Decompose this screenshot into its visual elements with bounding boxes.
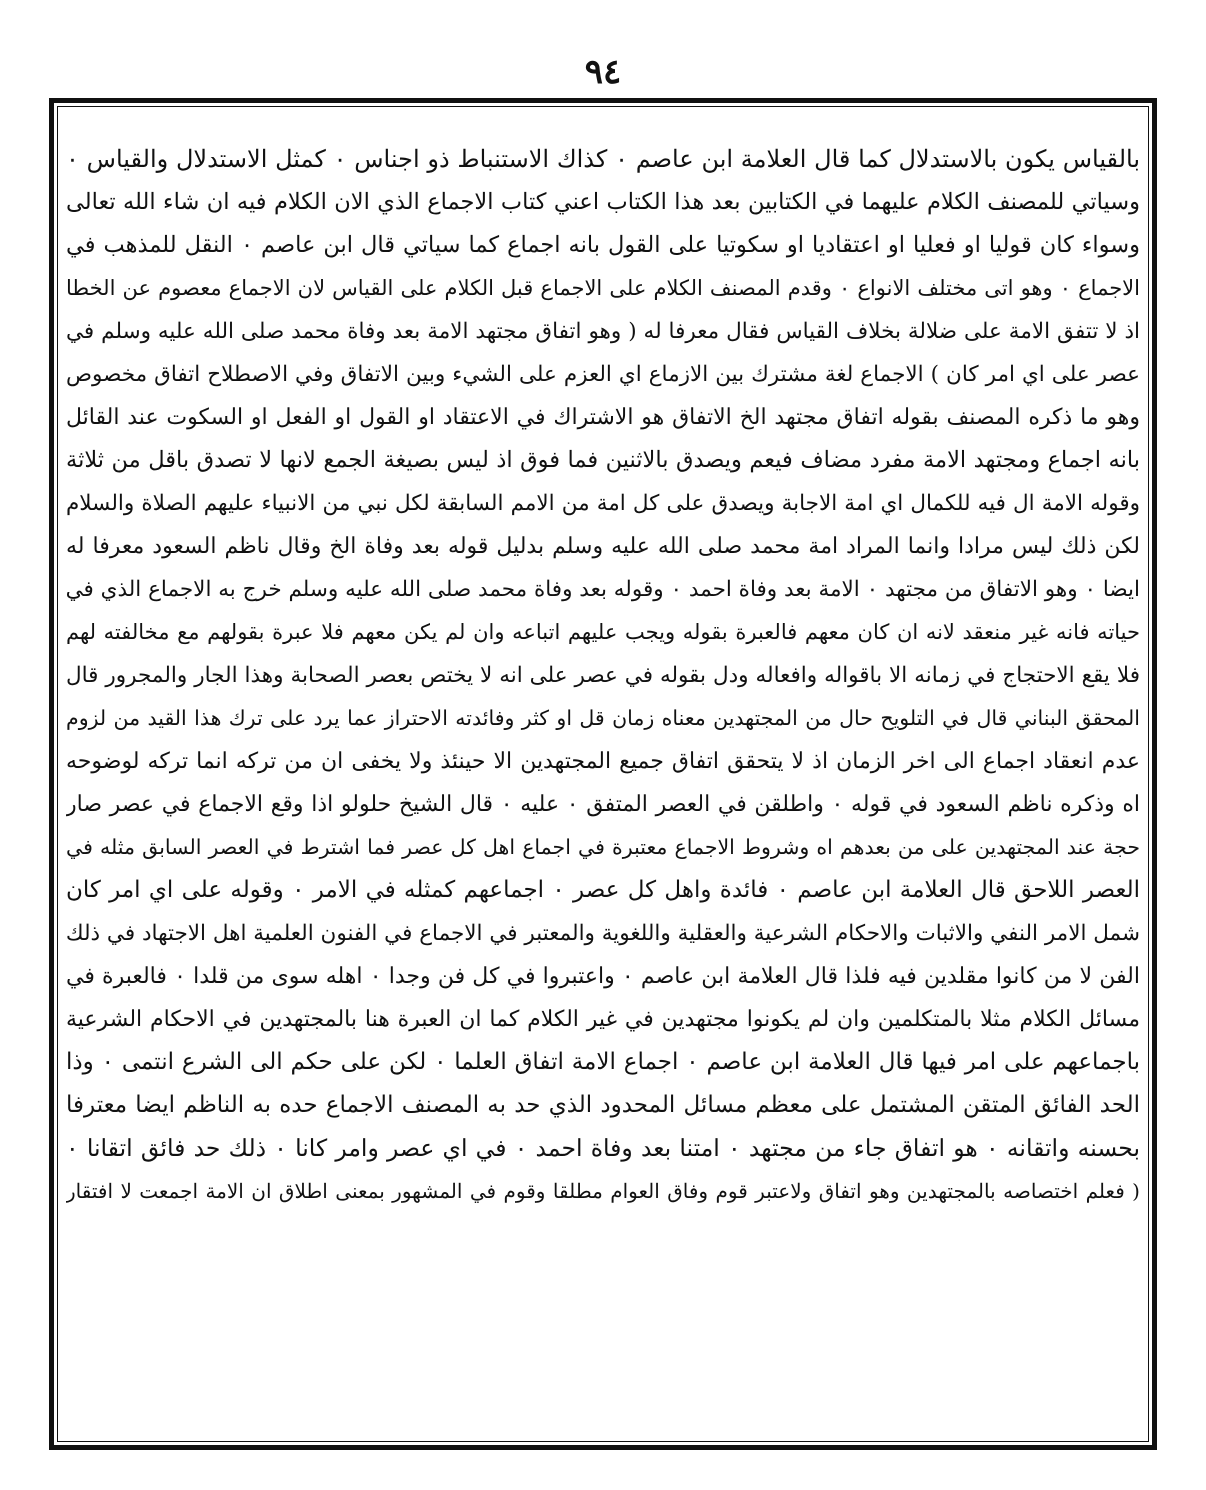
text-line: الاجماع ٠ وهو اتى مختلف الانواع ٠ وقدم المصنف الكلام على الاجماع قبل الكلام على القياس لان الاجماع معصوم عن الخطا xyxy=(66,276,1140,300)
page-number: ٩٤ xyxy=(584,52,622,92)
text-line: وهو ما ذكره المصنف بقوله اتفاق مجتهد الخ الاتفاق هو الاشتراك في الاعتقاد او القول او الفعل او السكوت عند القائل xyxy=(66,405,1140,430)
text-line: لكن ذلك ليس مرادا وانما المراد امة محمد صلى الله عليه وسلم بدليل قوله بعد وفاة الخ وقال ناظم السعود معرفا له xyxy=(66,534,1140,559)
text-line: حجة عند المجتهدين على من بعدهم اه وشروط الاجماع معتبرة في اجماع اهل كل عصر فما اشترط في العصر السابق مثله في xyxy=(66,835,1140,859)
text-line: العصر اللاحق قال العلامة ابن عاصم ٠ فائدة واهل كل عصر ٠ اجماعهم كمثله في الامر ٠ وقوله على اي امر كان xyxy=(66,877,1140,903)
text-line: اذ لا تتفق الامة على ضلالة بخلاف القياس فقال معرفا له ( وهو اتفاق مجتهد الامة بعد وفاة محمد صلى الله عليه وسلم في xyxy=(66,319,1140,344)
text-line: وسياتي للمصنف الكلام عليهما في الكتابين بعد هذا الكتاب اعني كتاب الاجماع الذي الان الكلام فيه ان شاء الله تعالى xyxy=(66,189,1140,215)
text-line: شمل الامر النفي والاثبات والاحكام الشرعية والعقلية واللغوية والمعتبر في الاجماع في الفنون العلمية اهل الاجتهاد في ذلك xyxy=(66,921,1140,946)
text-line: ايضا ٠ وهو الاتفاق من مجتهد ٠ الامة بعد وفاة احمد ٠ وقوله بعد وفاة محمد صلى الله عليه وسلم خرج به الاجماع الذي في xyxy=(66,577,1140,602)
text-line: الحد الفائق المتقن المشتمل على معظم مسائل المحدود الذي حد به المصنف الاجماع حده به الناظم ايضا معترفا xyxy=(66,1092,1140,1118)
text-line: وقوله الامة ال فيه للكمال اي امة الاجابة ويصدق على كل امة من الامم السابقة لكل نبي من الانبياء عليهم الصلاة والسلام xyxy=(66,491,1140,516)
text-line: ( فعلم اختصاصه بالمجتهدين وهو اتفاق ولاعتبر قوم وفاق العوام مطلقا وقوم في المشهور بمعنى اطلاق ان الامة اجمعت لا افتقار xyxy=(66,1179,1140,1203)
text-line: عدم انعقاد اجماع الى اخر الزمان اذ لا يتحقق اتفاق جميع المجتهدين الا حينئذ ولا يخفى ان من تركه انما تركه لوضوحه xyxy=(66,749,1140,774)
text-line: فلا يقع الاحتجاج في زمانه الا باقواله وافعاله ودل بقوله في عصر على انه لا يختص بعصر الصحابة وهذا الجار والمجرور قال xyxy=(66,663,1140,688)
text-line: اه وذكره ناظم السعود في قوله ٠ واطلقن في العصر المتفق ٠ عليه ٠ قال الشيخ حلولو اذا وقع الاجماع في عصر صار xyxy=(66,792,1140,817)
text-line: بانه اجماع ومجتهد الامة مفرد مضاف فيعم ويصدق بالاثنين فما فوق اذ ليس بصيغة الجمع لانها لا تصدق باقل من ثلاثة xyxy=(66,447,1140,473)
text-line: المحقق البناني قال في التلويح حال من المجتهدين معناه زمان قل او كثر وفائدته الاحتراز عما يرد على ترك هذا القيد من لزوم xyxy=(66,706,1140,730)
text-line: بالقياس يكون بالاستدلال كما قال العلامة ابن عاصم ٠ كذاك الاستنباط ذو اجناس ٠ كمثل الاستدلال والقياس ٠ xyxy=(66,145,1140,173)
text-line: الفن لا من كانوا مقلدين فيه فلذا قال العلامة ابن عاصم ٠ واعتبروا في كل فن وجدا ٠ اهله سوى من قلدا ٠ فالعبرة في xyxy=(66,964,1140,989)
text-line: مسائل الكلام مثلا بالمتكلمين وان لم يكونوا مجتهدين في غير الكلام كما ان العبرة هنا بالمجتهدين في الاحكام الشرعية xyxy=(66,1007,1140,1032)
text-line: باجماعهم على امر فيها قال العلامة ابن عاصم ٠ اجماع الامة اتفاق العلما ٠ لكن على حكم الى الشرع انتمى ٠ وذا xyxy=(66,1049,1140,1075)
text-line: بحسنه واتقانه ٠ هو اتفاق جاء من مجتهد ٠ امتنا بعد وفاة احمد ٠ في اي عصر وامر كانا ٠ ذلك حد فائق اتقانا ٠ xyxy=(66,1134,1140,1162)
body-text xyxy=(66,138,1140,1428)
text-line: حياته فانه غير منعقد لانه ان كان معهم فالعبرة بقوله ويجب عليهم اتباعه وان لم يكن معهم فلا عبرة بقولهم مع مخالفته لهم xyxy=(66,620,1140,644)
text-line: وسواء كان قوليا او فعليا او اعتقاديا او سكوتيا على القول بانه اجماع كما سياتي قال ابن عاصم ٠ النقل للمذهب في xyxy=(66,232,1140,258)
text-line: عصر على اي امر كان ) الاجماع لغة مشترك بين الازماع اي العزم على الشيء وبين الاتفاق وفي الاصطلاح اتفاق مخصوص xyxy=(66,362,1140,387)
